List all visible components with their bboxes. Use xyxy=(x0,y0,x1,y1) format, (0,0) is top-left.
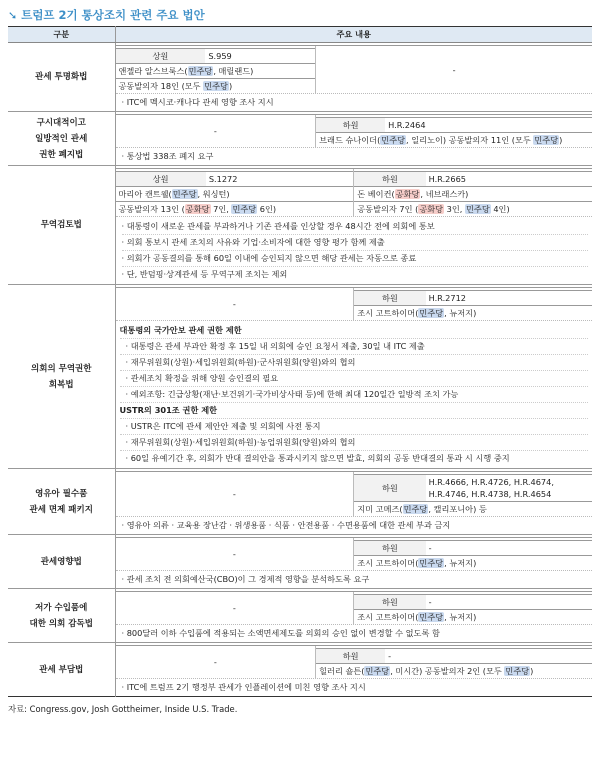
table-row xyxy=(8,643,592,679)
bill-number: H.R.2712 xyxy=(426,291,592,306)
house-label: 하원 xyxy=(354,172,425,187)
bullet: · 영유아 의류 · 교육용 장난감 · 위생용품 · 식품 · 안전용품 · 수면용품에 대한 관세 부과 금지 xyxy=(115,517,592,535)
house-label: 하원 xyxy=(354,475,425,502)
senate-label: 상원 xyxy=(116,172,206,187)
house-label: 하원 xyxy=(354,541,425,556)
bill-number: - xyxy=(385,649,592,664)
bills-table xyxy=(8,26,592,697)
bullet: · 통상법 338조 폐지 요구 xyxy=(115,148,592,166)
bullet: · ITC에 멕시코·캐나다 관세 영향 조사 지시 xyxy=(115,94,592,112)
table-row xyxy=(8,166,592,217)
row-label: 저가 수입품에 대한 의회 감독법 xyxy=(8,589,115,643)
house-label: 하원 xyxy=(316,649,385,664)
row-label: 의회의 무역권한 회복법 xyxy=(8,285,115,469)
row-label: 관세 부담법 xyxy=(8,643,115,697)
arrow-icon: ➘ xyxy=(8,8,18,22)
row-label: 관세 투명화법 xyxy=(8,43,115,112)
bill-number: S.959 xyxy=(205,49,315,64)
header-category: 구분 xyxy=(8,27,115,43)
bill-number: S.1272 xyxy=(206,172,353,187)
header-content: 주요 내용 xyxy=(115,27,592,43)
row-label: 구시대적이고 일방적인 관세 권한 폐지법 xyxy=(8,112,115,166)
bill-number: - xyxy=(426,541,592,556)
dash: - xyxy=(116,472,354,517)
house-label: 하원 xyxy=(354,595,425,610)
sponsor: 지미 고메즈(민주당, 캘리포니아) 등 xyxy=(354,502,592,517)
bill-number: - xyxy=(426,595,592,610)
dash: - xyxy=(116,288,354,321)
house-label: 하원 xyxy=(316,118,385,133)
bill-numbers: H.R.4666, H.R.4726, H.R.4674, H.R.4746, H.R.4738, H.R.4654 xyxy=(426,475,592,502)
sponsor: 조시 고트하이머(민주당, 뉴저지) xyxy=(354,306,592,321)
sponsor: 브래드 슈나이더(민주당, 일리노이) 공동발의자 11인 (모두 민주당) xyxy=(316,133,592,148)
bullet: · 800달러 이하 수입품에 적용되는 소액면세제도를 의회의 승인 없이 변경할 수 없도록 함 xyxy=(115,625,592,643)
cosponsors: 공동발의자 18인 (모두 민주당) xyxy=(116,79,316,94)
table-row xyxy=(8,43,592,94)
house-cosponsors: 공동발의자 7인 (공화당 3인, 민주당 4인) xyxy=(354,202,592,217)
source-note: 자료: Congress.gov, Josh Gottheimer, Inside U.S. Trade. xyxy=(8,704,238,714)
senate-label: 상원 xyxy=(116,49,206,64)
table-row xyxy=(8,589,592,625)
row-label: 관세영향법 xyxy=(8,535,115,589)
senate-sponsor: 마리아 캔트웰(민주당, 워싱턴) xyxy=(116,187,354,202)
bullet: · ITC에 트럼프 2기 행정부 관세가 인플레이션에 미친 영향 조사 지시 xyxy=(115,679,592,697)
house-label: 하원 xyxy=(354,291,425,306)
title-text: 트럼프 2기 통상조치 관련 주요 법안 xyxy=(21,8,205,22)
bullet-list: · 대통령이 새로운 관세를 부과하거나 기존 관세를 인상할 경우 48시간 전에 의회에 통보 · 의회 통보시 관세 조치의 사유와 기업·소비자에 대한 영향 평가 함께 제출 · 의회가 공동결의를 통해 60일 이내에 승인되지 않으면 해당 관세는 자동으로 종료 · 단, 반덤핑·상계관세 등 무역구제 조치는 제외 xyxy=(115,217,592,285)
dash: - xyxy=(316,46,592,94)
sponsor: 힐러리 숄튼(민주당, 미시간) 공동발의자 2인 (모두 민주당) xyxy=(316,664,592,679)
dash: - xyxy=(116,592,354,625)
bill-number: H.R.2464 xyxy=(385,118,592,133)
table-row xyxy=(8,285,592,321)
table-row xyxy=(8,112,592,148)
senate-cosponsors: 공동발의자 13인 (공화당 7인, 민주당 6인) xyxy=(116,202,354,217)
sponsor: 조시 고트하이머(민주당, 뉴저지) xyxy=(354,610,592,625)
sponsor: 조시 고트하이머(민주당, 뉴저지) xyxy=(354,556,592,571)
page-title xyxy=(8,6,592,24)
bullet: · 관세 조치 전 의회예산국(CBO)이 그 경제적 영향을 분석하도록 요구 xyxy=(115,571,592,589)
row-label: 영유아 필수품 관세 면제 패키지 xyxy=(8,469,115,535)
table-row xyxy=(8,469,592,517)
dash: - xyxy=(116,115,316,148)
table-row xyxy=(8,535,592,571)
table-header xyxy=(8,27,592,43)
bullet-list: 대통령의 국가안보 관세 권한 제한 · 대통령은 관세 부과안 확정 후 15일 내 의회에 승인 요청서 제출, 30일 내 ITC 제출 · 재무위원회(상원)·세입위원회(하원)·군사위원회(양원)와의 협의 · 관세조치 확정을 위해 양원 승인결의 필요 · 예외조항: 긴급상황(재난·보건위기·국가비상사태 등)에 한해 최대 120일간 일방적 조치 가능 USTR의 301조 권한 제한 · USTR은 ITC에 관세 제안안 제출 및 의회에 사전 통지 · 재무위원회(상원)·세입위원회(하원)·농업위원회(양원)와의 협의 · 60일 유예기간 후, 의회가 반대 결의안을 통과시키지 않으면 발효, 의회의 공동 반대결의 통과 시 시행 중지 xyxy=(115,321,592,469)
row-label: 무역검토법 xyxy=(8,166,115,285)
house-sponsor: 돈 베이컨(공화당, 네브래스카) xyxy=(354,187,592,202)
sponsor: 앤젤라 알스브룩스(민주당, 매릴랜드) xyxy=(116,64,316,79)
dash: - xyxy=(116,538,354,571)
dash: - xyxy=(116,646,316,679)
bill-number: H.R.2665 xyxy=(426,172,592,187)
